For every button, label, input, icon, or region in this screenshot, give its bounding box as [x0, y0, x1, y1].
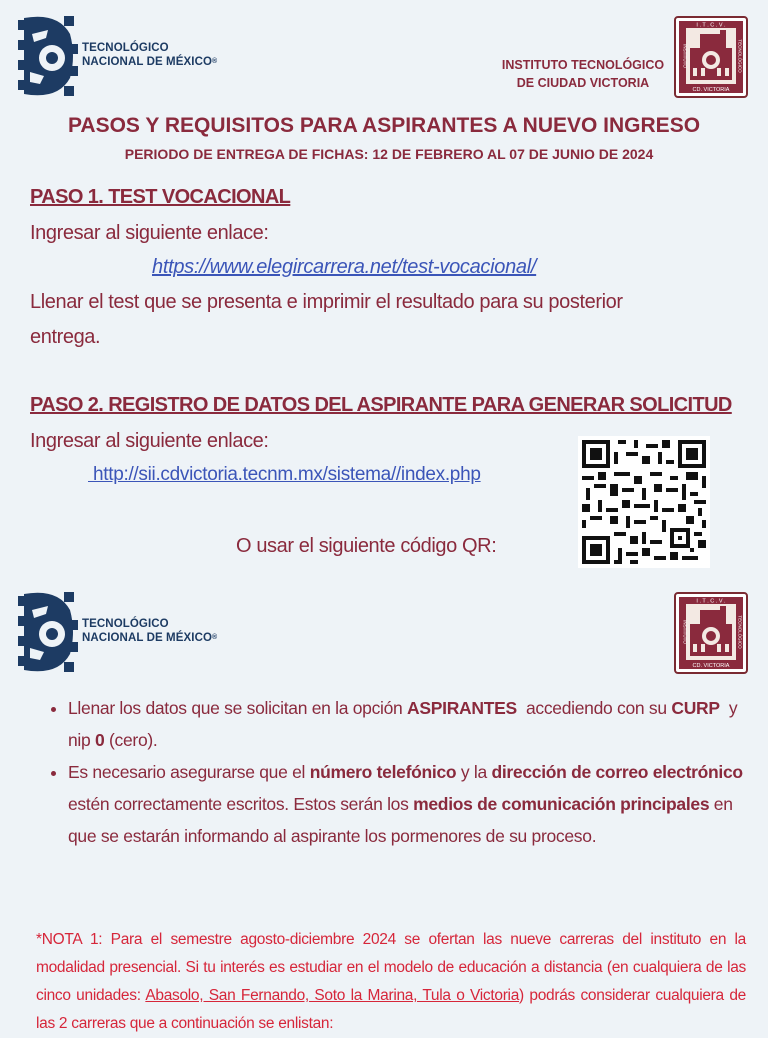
seal-top-text: I . T . C . V .: [696, 22, 726, 29]
institute-line2: DE CIUDAD VICTORIA: [516, 76, 650, 90]
bullet1-text-4: (cero).: [104, 730, 158, 750]
tecnm-gear-icon: [18, 14, 78, 98]
registration-qr-code[interactable]: [578, 436, 710, 568]
note-text-2: ) podrás considerar cualquiera de las 2 carreras que a continuación se enlistan:: [36, 987, 746, 1032]
bullet2-bold-email: dirección de correo electrónico: [491, 762, 743, 782]
bullet2-text-3: estén correctamente escritos. Estos serán los: [68, 794, 414, 814]
bullet1-text-3: y nip: [68, 698, 747, 750]
bullet1-text-2: accediendo con su: [516, 698, 672, 718]
tecnm-wordmark: [82, 41, 217, 69]
bullet2-text-4: en que se estarán informando al aspirante los pormenores de su proceso.: [68, 794, 733, 846]
seal-right-text: TECNOLÓGICO: [737, 615, 743, 649]
seal-left-text: INSTITUTO: [682, 620, 688, 644]
step1-text-line2: entrega.: [30, 326, 101, 348]
itcv-seal-icon: [674, 16, 748, 98]
seal-left-text: INSTITUTO: [682, 44, 688, 68]
qr-instruction: O usar el siguiente código QR:: [236, 535, 497, 557]
tecnm-line2: NACIONAL DE MÉXICO: [82, 56, 213, 68]
registered-mark: ®: [212, 634, 218, 641]
note-text: *NOTA 1: Para el semestre agosto-diciembre 2024 se ofertan las nueve carreras del instituto en la modalidad presencial. Si tu interés es estudiar en el modelo de educación a distancia (en cualquiera de las cinco unidades:: [36, 931, 746, 1004]
bullet1-bold-aspirantes: ASPIRANTES: [407, 698, 517, 718]
bullet2-text: Es necesario asegurarse que el: [68, 762, 310, 782]
list-item: [68, 756, 758, 852]
seal-bottom-text: CD. VICTORIA: [692, 663, 730, 669]
bullet1-bold-curp: CURP: [671, 698, 720, 718]
tecnm-line1: TECNOLÓGICO: [82, 42, 169, 54]
tecnm-line1: TECNOLÓGICO: [82, 618, 169, 630]
bullet2-text-2: y la: [456, 762, 492, 782]
seal-bottom-text: CD. VICTORIA: [692, 87, 730, 93]
note-units-underlined: Abasolo, San Fernando, Soto la Marina, Tula o Victoria: [145, 987, 520, 1004]
page-title: PASOS Y REQUISITOS PARA ASPIRANTES A NUEVO INGRESO: [67, 114, 701, 137]
step1-intro: Ingresar al siguiente enlace:: [30, 222, 269, 244]
requirements-list: [50, 692, 758, 852]
page-subtitle: PERIODO DE ENTREGA DE FICHAS: 12 DE FEBRERO AL 07 DE JUNIO DE 2024: [124, 146, 654, 162]
step2-title: PASO 2. REGISTRO DE DATOS DEL ASPIRANTE PARA GENERAR SOLICITUD: [30, 394, 732, 416]
seal-right-text: TECNOLÓGICO: [737, 39, 743, 73]
seal-top-text: I . T . C . V .: [696, 598, 726, 605]
tecnm-gear-icon: [18, 590, 78, 674]
step1-title: PASO 1. TEST VOCACIONAL: [30, 186, 291, 208]
bullet1-bold-nip: 0: [95, 730, 105, 750]
tecnm-line2: NACIONAL DE MÉXICO: [82, 632, 213, 644]
step1-text: [30, 285, 750, 355]
institute-name: [498, 56, 668, 92]
vocational-test-link[interactable]: https://www.elegircarrera.net/test-vocacional/: [152, 256, 537, 278]
list-item: [68, 692, 758, 756]
step2-intro: Ingresar al siguiente enlace:: [30, 430, 269, 452]
bullet1-text: Llenar los datos que se solicitan en la opción: [68, 698, 408, 718]
itcv-seal-icon: [674, 592, 748, 674]
note-1: [36, 926, 746, 1038]
step1-text-line1: Llenar el test que se presenta e imprimir el resultado para su posterior: [30, 291, 623, 313]
institute-line1: INSTITUTO TECNOLÓGICO: [501, 58, 665, 72]
registered-mark: ®: [212, 58, 218, 65]
sii-registration-link[interactable]: http://sii.cdvictoria.tecnm.mx/sistema//index.php: [88, 464, 481, 485]
bullet2-bold-channels: medios de comunicación principales: [413, 794, 710, 814]
tecnm-logo-second: [18, 590, 218, 676]
bullet2-bold-phone: número telefónico: [309, 762, 457, 782]
tecnm-wordmark: [82, 617, 217, 645]
tecnm-logo: [18, 14, 218, 100]
